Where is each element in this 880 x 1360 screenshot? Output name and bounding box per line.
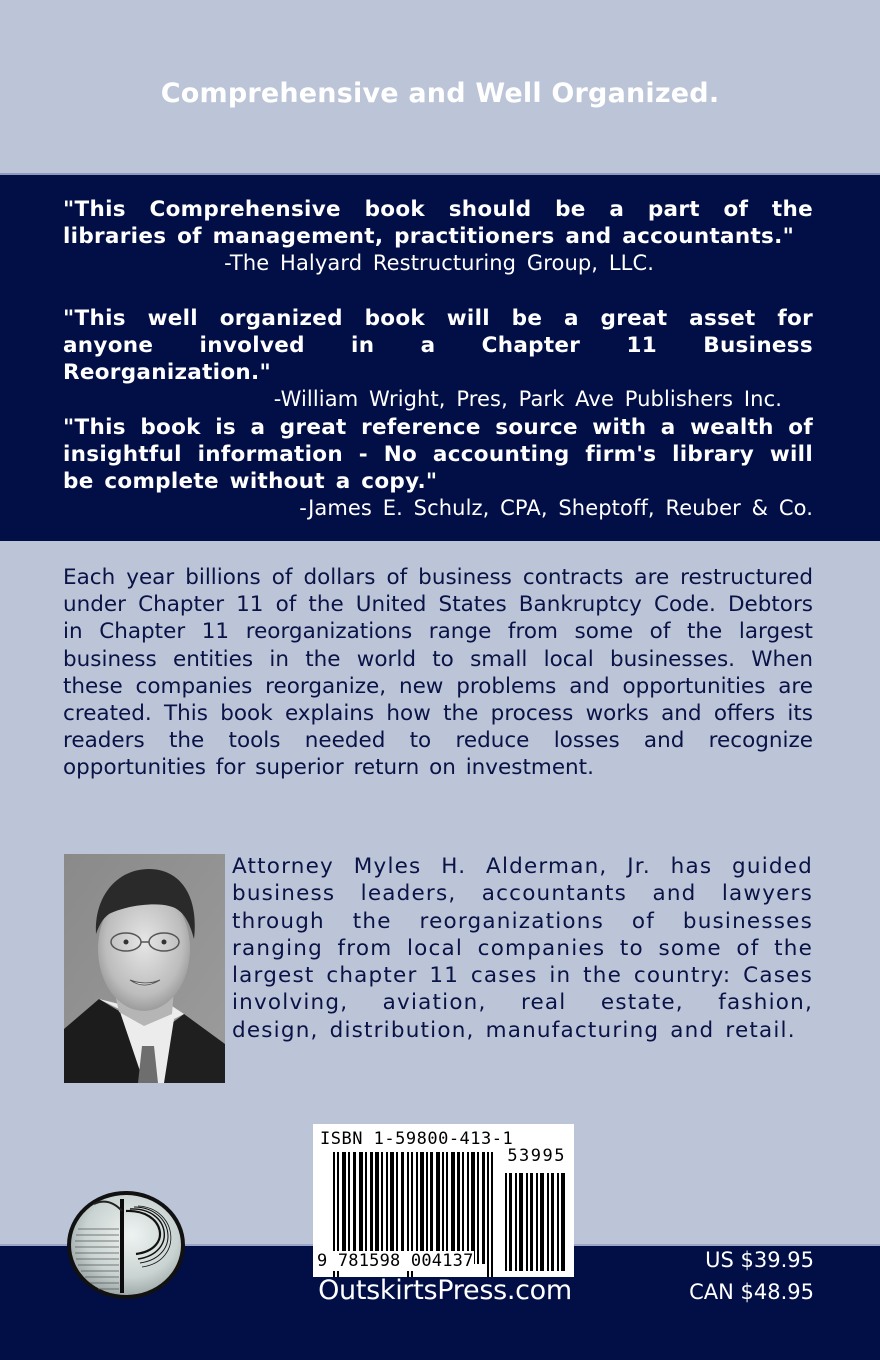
quote-1 [63,196,813,277]
publisher-url[interactable]: OutskirtsPress.com [318,1275,572,1306]
quote-3 [63,414,813,522]
quote-2 [63,305,813,413]
headline: Comprehensive and Well Organized. [160,78,720,109]
top-band [0,0,880,173]
author-bio: Attorney Myles H. Alderman, Jr. has guided business leaders, accountants and lawyers through the reorganizations of businesses ranging from local companies to some of the largest chapter 11 cases in the country: Cases involving, aviation, real estate, fashion, design, distribution, manufacturing and retail. [232,854,813,1043]
outskirts-press-logo-icon [64,1189,188,1301]
isbn-barcode [313,1124,574,1277]
quote-attribution: -James E. Schulz, CPA, Sheptoff, Reuber & Co. [299,496,813,520]
price-addon-bars-icon [505,1173,567,1271]
price-code: 53995 [507,1146,566,1166]
price-us: US $39.95 [705,1248,814,1272]
quote-attribution: -The Halyard Restructuring Group, LLC. [224,251,654,275]
ean-digits: 9 781598 004137 [317,1251,474,1271]
quote-attribution: -William Wright, Pres, Park Ave Publishers Inc. [273,387,782,411]
isbn-label: ISBN 1-59800-413-1 [320,1129,514,1149]
quotes-band [0,173,880,541]
price-can: CAN $48.95 [689,1280,814,1304]
quote-text: "This Comprehensive book should be a part of the libraries of management, practitioners and accountants." [63,197,813,249]
quote-text: "This book is a great reference source with a wealth of insightful information - No accounting firm's library will be complete without a copy." [63,415,813,494]
quote-text: "This well organized book will be a great asset for anyone involved in a Chapter 11 Business Reorganization." [63,306,813,385]
author-portrait-icon [64,854,225,1083]
book-description: Each year billions of dollars of business contracts are restructured under Chapter 11 of the United States Bankruptcy Code. Debtors in Chapter 11 reorganizations range from some of the largest business entities in the world to small local businesses. When these companies reorganize, new problems and opportunities are created. This book explains how the process works and offers its readers the tools needed to reduce losses and recognize opportunities for superior return on investment. [63,565,813,781]
author-photo [64,854,225,1083]
